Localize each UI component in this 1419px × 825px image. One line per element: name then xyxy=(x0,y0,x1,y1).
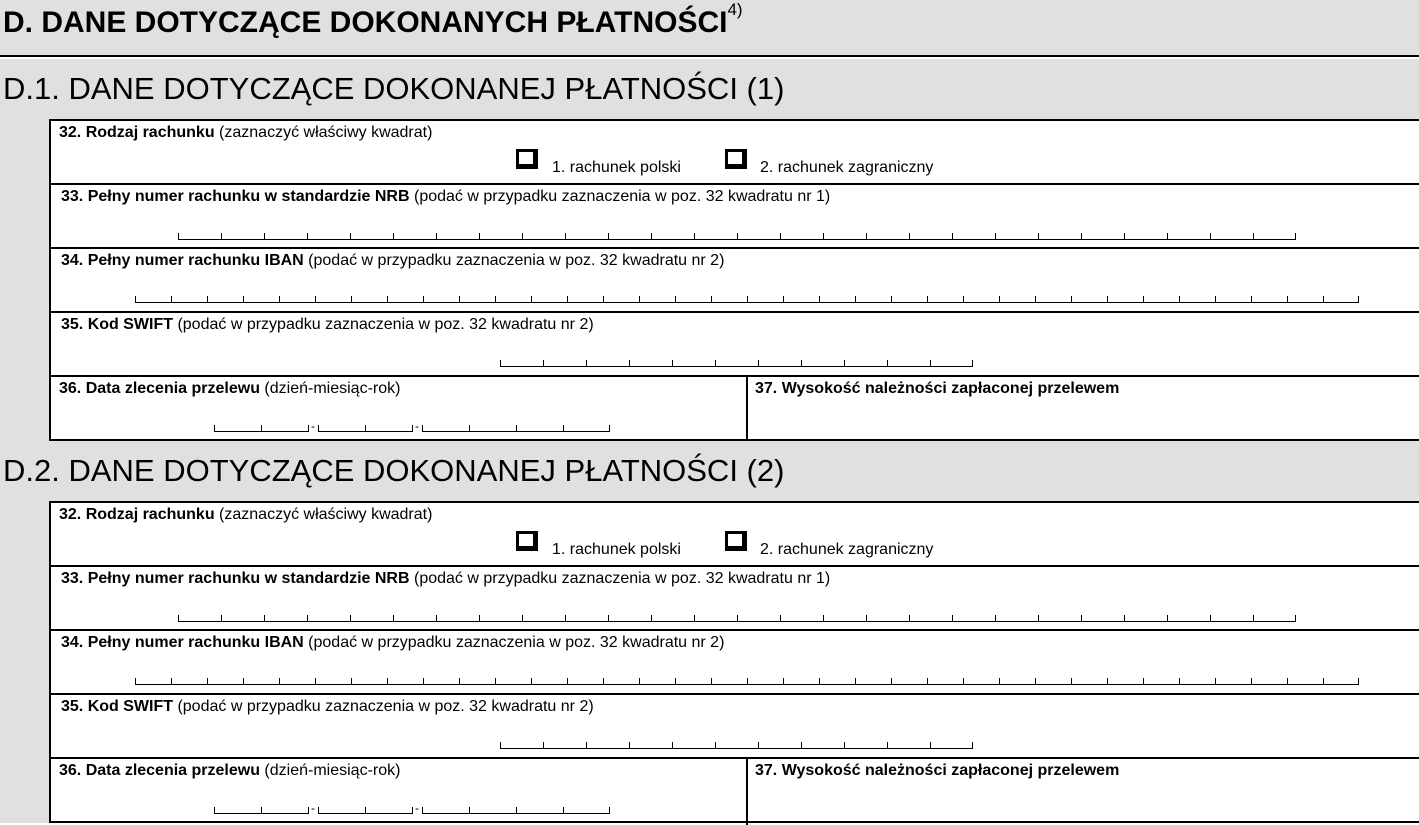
checkbox-foreign-account[interactable] xyxy=(725,149,747,169)
char-box[interactable] xyxy=(1143,678,1179,685)
char-box[interactable] xyxy=(387,678,423,685)
char-box[interactable] xyxy=(819,678,855,685)
char-box[interactable] xyxy=(887,360,930,367)
char-box[interactable] xyxy=(1035,678,1071,685)
char-box[interactable] xyxy=(565,233,608,240)
option-label: 1. rachunek polski xyxy=(552,541,681,558)
section-d-header xyxy=(0,0,1419,57)
char-box[interactable] xyxy=(516,807,563,814)
char-box[interactable] xyxy=(135,296,171,303)
char-box[interactable] xyxy=(522,615,565,622)
char-box[interactable] xyxy=(178,615,221,622)
char-box[interactable] xyxy=(422,425,469,432)
char-box[interactable] xyxy=(603,678,639,685)
char-box[interactable] xyxy=(783,678,819,685)
payment-form xyxy=(49,119,1419,441)
char-box[interactable] xyxy=(1038,615,1081,622)
char-box[interactable] xyxy=(866,615,909,622)
char-box[interactable] xyxy=(1124,615,1167,622)
char-box[interactable] xyxy=(436,233,479,240)
char-box[interactable] xyxy=(629,360,672,367)
char-box[interactable] xyxy=(207,678,243,685)
char-box[interactable] xyxy=(1179,296,1215,303)
char-box[interactable] xyxy=(531,296,567,303)
char-box[interactable] xyxy=(995,615,1038,622)
char-box[interactable] xyxy=(608,615,651,622)
char-box[interactable] xyxy=(823,615,866,622)
char-box[interactable] xyxy=(318,425,365,432)
char-box[interactable] xyxy=(801,360,844,367)
char-box[interactable] xyxy=(887,742,930,749)
char-box[interactable] xyxy=(350,233,393,240)
char-box[interactable] xyxy=(243,678,279,685)
char-box[interactable] xyxy=(387,296,423,303)
char-box[interactable] xyxy=(1253,615,1296,622)
char-box[interactable] xyxy=(479,233,522,240)
char-box[interactable] xyxy=(1038,233,1081,240)
char-box[interactable] xyxy=(758,360,801,367)
field-34-iban: 34. Pełny numer rachunku IBAN (podać w przypadku zaznaczenia w poz. 32 kwadratu nr 2) xyxy=(51,631,1419,695)
char-box[interactable] xyxy=(891,678,927,685)
char-box[interactable] xyxy=(423,296,459,303)
char-box[interactable] xyxy=(930,742,973,749)
char-box[interactable] xyxy=(351,678,387,685)
char-box[interactable] xyxy=(423,678,459,685)
char-box[interactable] xyxy=(651,233,694,240)
char-box[interactable] xyxy=(1167,233,1210,240)
char-box[interactable] xyxy=(1167,615,1210,622)
footnote-ref: 4) xyxy=(727,0,743,19)
date-separator xyxy=(308,425,318,432)
char-box[interactable] xyxy=(1251,296,1287,303)
char-box[interactable] xyxy=(543,742,586,749)
option-label: 1. rachunek polski xyxy=(552,159,681,176)
option-label: 2. rachunek zagraniczny xyxy=(760,159,934,176)
char-box[interactable] xyxy=(318,807,365,814)
char-box[interactable] xyxy=(737,233,780,240)
iban-input-boxes[interactable] xyxy=(135,296,1359,303)
char-box[interactable] xyxy=(930,360,973,367)
char-box[interactable] xyxy=(999,296,1035,303)
char-box[interactable] xyxy=(279,678,315,685)
char-box[interactable] xyxy=(927,296,963,303)
char-box[interactable] xyxy=(866,233,909,240)
char-box[interactable] xyxy=(459,296,495,303)
field-36-37-row: 36. Data zlecenia przelewu (dzień-miesiąc-rok) - - 37. Wysokość należności zapłaconej przelewem xyxy=(51,377,1419,443)
section-title: D.2. DANE DOTYCZĄCE DOKONANEJ PŁATNOŚCI (2) xyxy=(3,453,785,488)
iban-input-boxes[interactable] xyxy=(135,678,1359,685)
char-box[interactable] xyxy=(1215,678,1251,685)
char-box[interactable] xyxy=(586,360,629,367)
char-box[interactable] xyxy=(516,425,563,432)
char-box[interactable] xyxy=(783,296,819,303)
char-box[interactable] xyxy=(780,233,823,240)
char-box[interactable] xyxy=(567,296,603,303)
char-box[interactable] xyxy=(221,615,264,622)
char-box[interactable] xyxy=(563,425,610,432)
section-d-title: D. DANE DOTYCZĄCE DOKONANYCH PŁATNOŚCI$^{4)}$ xyxy=(3,0,743,39)
char-box[interactable] xyxy=(393,615,436,622)
char-box[interactable] xyxy=(531,678,567,685)
checkbox-polish-account[interactable] xyxy=(516,149,538,169)
char-box[interactable] xyxy=(1179,678,1215,685)
char-box[interactable] xyxy=(393,233,436,240)
char-box[interactable] xyxy=(495,296,531,303)
char-box[interactable] xyxy=(855,678,891,685)
char-box[interactable] xyxy=(909,233,952,240)
field-33-nrb: 33. Pełny numer rachunku w standardzie NRB (podać w przypadku zaznaczenia w poz. 32 kwadratu nr 1) xyxy=(51,567,1419,631)
char-box[interactable] xyxy=(1081,233,1124,240)
char-box[interactable] xyxy=(1253,233,1296,240)
char-box[interactable] xyxy=(801,742,844,749)
swift-input-boxes[interactable] xyxy=(500,742,973,749)
date-separator xyxy=(308,807,318,814)
char-box[interactable] xyxy=(264,615,307,622)
char-box[interactable] xyxy=(639,678,675,685)
char-box[interactable] xyxy=(675,296,711,303)
char-box[interactable] xyxy=(221,233,264,240)
char-box[interactable] xyxy=(586,742,629,749)
char-box[interactable] xyxy=(1071,678,1107,685)
char-box[interactable] xyxy=(1143,296,1179,303)
char-box[interactable] xyxy=(1210,233,1253,240)
char-box[interactable] xyxy=(629,742,672,749)
char-box[interactable] xyxy=(261,807,308,814)
char-box[interactable] xyxy=(214,425,261,432)
char-box[interactable] xyxy=(1210,615,1253,622)
char-box[interactable] xyxy=(315,678,351,685)
date-input-boxes[interactable] xyxy=(214,807,610,814)
char-box[interactable] xyxy=(500,742,543,749)
date-input-boxes[interactable] xyxy=(214,425,610,432)
payment-form xyxy=(49,501,1419,823)
char-box[interactable] xyxy=(1323,296,1359,303)
char-box[interactable] xyxy=(178,233,221,240)
char-box[interactable] xyxy=(264,233,307,240)
char-box[interactable] xyxy=(651,615,694,622)
char-box[interactable] xyxy=(214,807,261,814)
swift-input-boxes[interactable] xyxy=(500,360,973,367)
nrb-input-boxes[interactable] xyxy=(178,615,1296,622)
char-box[interactable] xyxy=(567,678,603,685)
char-box[interactable] xyxy=(952,233,995,240)
char-box[interactable] xyxy=(952,615,995,622)
char-box[interactable] xyxy=(715,360,758,367)
char-box[interactable] xyxy=(780,615,823,622)
nrb-input-boxes[interactable] xyxy=(178,233,1296,240)
field-34-iban: 34. Pełny numer rachunku IBAN (podać w przypadku zaznaczenia w poz. 32 kwadratu nr 2) xyxy=(51,249,1419,313)
char-box[interactable] xyxy=(747,678,783,685)
char-box[interactable] xyxy=(307,615,350,622)
field-37-amount-label: 37. Wysokość należności zapłaconej przelewem xyxy=(755,380,1120,397)
field-36-37-row: 36. Data zlecenia przelewu (dzień-miesiąc-rok) - - 37. Wysokość należności zapłaconej przelewem xyxy=(51,759,1419,825)
char-box[interactable] xyxy=(365,425,412,432)
char-box[interactable] xyxy=(855,296,891,303)
char-box[interactable] xyxy=(1107,678,1143,685)
char-box[interactable] xyxy=(608,233,651,240)
field-37-amount-label: 37. Wysokość należności zapłaconej przelewem xyxy=(755,762,1120,779)
char-box[interactable] xyxy=(207,296,243,303)
char-box[interactable] xyxy=(999,678,1035,685)
char-box[interactable] xyxy=(1071,296,1107,303)
field-32-account-type: 32. Rodzaj rachunku (zaznaczyć właściwy kwadrat) 1. rachunek polski 2. rachunek zagraniczny xyxy=(51,503,1419,567)
char-box[interactable] xyxy=(603,296,639,303)
field-35-swift: 35. Kod SWIFT (podać w przypadku zaznaczenia w poz. 32 kwadratu nr 2) xyxy=(51,695,1419,759)
date-separator xyxy=(412,807,422,814)
char-box[interactable] xyxy=(307,233,350,240)
char-box[interactable] xyxy=(261,425,308,432)
char-box[interactable] xyxy=(350,615,393,622)
char-box[interactable] xyxy=(436,615,479,622)
char-box[interactable] xyxy=(522,233,565,240)
char-box[interactable] xyxy=(479,615,522,622)
char-box[interactable] xyxy=(279,296,315,303)
option-label: 2. rachunek zagraniczny xyxy=(760,541,934,558)
char-box[interactable] xyxy=(469,807,516,814)
char-box[interactable] xyxy=(819,296,855,303)
char-box[interactable] xyxy=(365,807,412,814)
char-box[interactable] xyxy=(694,233,737,240)
char-box[interactable] xyxy=(495,678,531,685)
char-box[interactable] xyxy=(459,678,495,685)
char-box[interactable] xyxy=(1323,678,1359,685)
char-box[interactable] xyxy=(351,296,387,303)
section-title: D.1. DANE DOTYCZĄCE DOKONANEJ PŁATNOŚCI (1) xyxy=(3,71,785,106)
char-box[interactable] xyxy=(844,742,887,749)
char-box[interactable] xyxy=(1287,678,1323,685)
char-box[interactable] xyxy=(1287,296,1323,303)
char-box[interactable] xyxy=(422,807,469,814)
char-box[interactable] xyxy=(891,296,927,303)
char-box[interactable] xyxy=(927,678,963,685)
char-box[interactable] xyxy=(737,615,780,622)
checkbox-polish-account[interactable] xyxy=(516,531,538,551)
char-box[interactable] xyxy=(711,296,747,303)
char-box[interactable] xyxy=(639,296,675,303)
char-box[interactable] xyxy=(565,615,608,622)
char-box[interactable] xyxy=(715,742,758,749)
char-box[interactable] xyxy=(675,678,711,685)
char-box[interactable] xyxy=(672,360,715,367)
payment-section-2 xyxy=(0,441,1419,823)
char-box[interactable] xyxy=(1107,296,1143,303)
char-box[interactable] xyxy=(171,678,207,685)
field-35-swift: 35. Kod SWIFT (podać w przypadku zaznaczenia w poz. 32 kwadratu nr 2) xyxy=(51,313,1419,377)
date-separator xyxy=(412,425,422,432)
char-box[interactable] xyxy=(1251,678,1287,685)
payment-section-1 xyxy=(0,59,1419,441)
char-box[interactable] xyxy=(909,615,952,622)
char-box[interactable] xyxy=(543,360,586,367)
char-box[interactable] xyxy=(963,296,999,303)
char-box[interactable] xyxy=(469,425,516,432)
char-box[interactable] xyxy=(243,296,279,303)
field-33-nrb: 33. Pełny numer rachunku w standardzie NRB (podać w przypadku zaznaczenia w poz. 32 kwadratu nr 1) xyxy=(51,185,1419,249)
char-box[interactable] xyxy=(711,678,747,685)
char-box[interactable] xyxy=(1215,296,1251,303)
char-box[interactable] xyxy=(500,360,543,367)
char-box[interactable] xyxy=(135,678,171,685)
field-32-account-type: 32. Rodzaj rachunku (zaznaczyć właściwy kwadrat) 1. rachunek polski 2. rachunek zagraniczny xyxy=(51,121,1419,185)
checkbox-foreign-account[interactable] xyxy=(725,531,747,551)
char-box[interactable] xyxy=(563,807,610,814)
char-box[interactable] xyxy=(747,296,783,303)
char-box[interactable] xyxy=(758,742,801,749)
char-box[interactable] xyxy=(672,742,715,749)
char-box[interactable] xyxy=(1081,615,1124,622)
char-box[interactable] xyxy=(694,615,737,622)
char-box[interactable] xyxy=(963,678,999,685)
char-box[interactable] xyxy=(823,233,866,240)
char-box[interactable] xyxy=(844,360,887,367)
char-box[interactable] xyxy=(1035,296,1071,303)
char-box[interactable] xyxy=(995,233,1038,240)
char-box[interactable] xyxy=(171,296,207,303)
char-box[interactable] xyxy=(1124,233,1167,240)
char-box[interactable] xyxy=(315,296,351,303)
